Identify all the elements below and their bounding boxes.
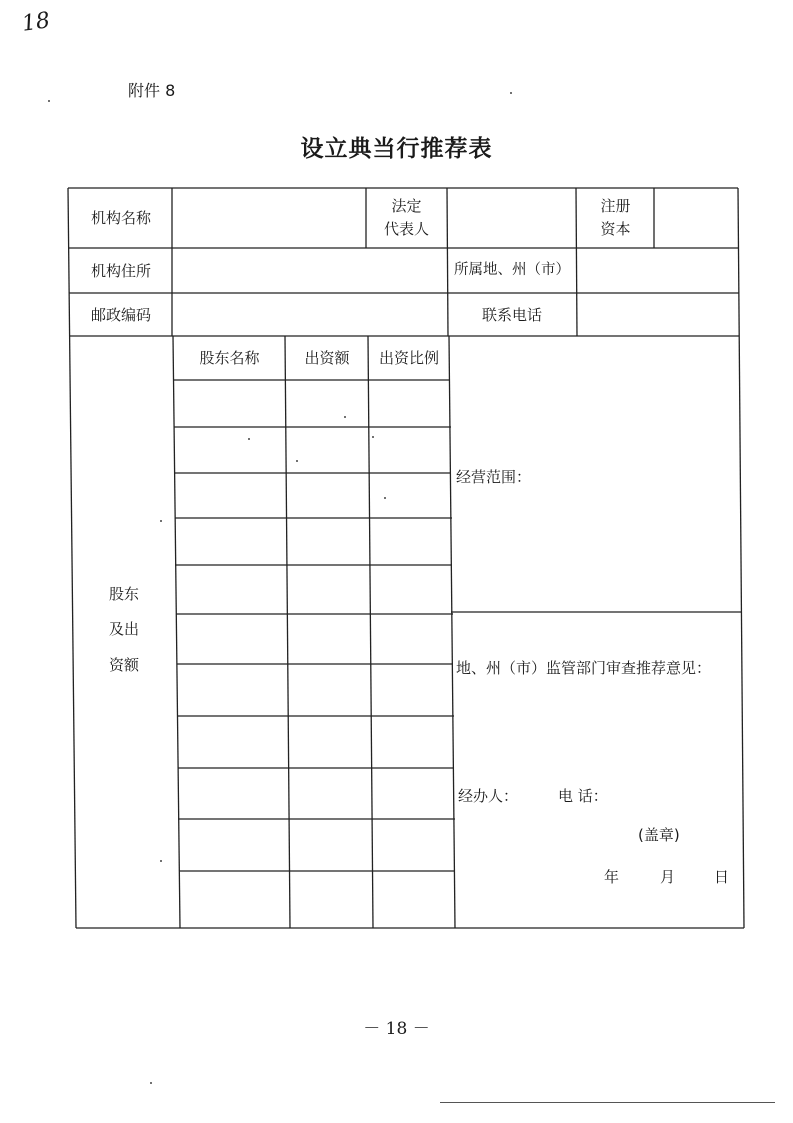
handler-phone-label: 电 话：: [558, 787, 608, 805]
legal-rep-label-line1: 法定: [391, 196, 422, 215]
contribution-amount-header: 出资额: [304, 349, 350, 367]
scan-speck: [248, 438, 250, 440]
scan-speck: [510, 92, 512, 94]
contribution-amount-cell[interactable]: [292, 872, 373, 927]
shareholder-name-cell[interactable]: [175, 381, 285, 426]
legal-representative-field[interactable]: [448, 189, 575, 247]
contribution-ratio-cell[interactable]: [375, 769, 455, 818]
bottom-divider: [440, 1102, 775, 1103]
shareholder-name-cell[interactable]: [181, 872, 291, 927]
attachment-label: 附件 8: [128, 81, 176, 100]
contribution-amount-cell[interactable]: [291, 769, 372, 818]
contribution-ratio-cell[interactable]: [371, 428, 451, 472]
scan-speck: [372, 436, 374, 438]
scan-speck: [296, 460, 298, 462]
contribution-amount-cell[interactable]: [288, 474, 369, 517]
legal-representative-label: [366, 188, 447, 248]
shareholders-label-line3: 资额: [108, 655, 139, 674]
contact-phone-label: 联系电话: [481, 305, 542, 324]
shareholder-name-header: 股东名称: [199, 349, 260, 367]
scan-speck: [160, 860, 162, 862]
supervisor-opinion-label: 地、州（市）监管部门审查推荐意见：: [456, 659, 712, 677]
contribution-ratio-cell[interactable]: [374, 717, 454, 767]
org-name-field[interactable]: [173, 189, 365, 247]
region-field[interactable]: [578, 249, 738, 292]
legal-rep-label-line2: 代表人: [383, 220, 429, 238]
shareholder-name-cell[interactable]: [178, 615, 288, 663]
contribution-ratio-header: 出资比例: [378, 349, 439, 367]
month-label: 月: [660, 868, 676, 886]
contribution-amount-cell[interactable]: [292, 820, 373, 870]
contact-phone-field[interactable]: [578, 294, 738, 335]
day-label: 日: [714, 868, 730, 886]
shareholder-name-cell[interactable]: [177, 519, 287, 564]
contribution-ratio-cell[interactable]: [372, 566, 452, 613]
postal-code-label: 邮政编码: [90, 305, 151, 324]
contribution-amount-cell[interactable]: [289, 566, 370, 613]
handler-label: 经办人：: [458, 787, 519, 805]
contribution-amount-cell[interactable]: [287, 381, 368, 426]
shareholder-name-cell[interactable]: [177, 566, 287, 613]
contribution-amount-cell[interactable]: [290, 665, 371, 715]
scan-speck: [150, 1082, 152, 1084]
contribution-amount-cell[interactable]: [288, 428, 369, 472]
scan-speck: [344, 416, 346, 418]
reg-capital-label-line2: 资本: [600, 220, 631, 238]
handwritten-page-number: 18: [20, 8, 52, 37]
contribution-amount-cell[interactable]: [291, 717, 372, 767]
shareholder-name-cell[interactable]: [179, 717, 289, 767]
contribution-amount-cell[interactable]: [289, 519, 370, 564]
page-title: 设立典当行推荐表: [300, 136, 493, 162]
shareholders-section-label: [72, 560, 176, 700]
page-number: － 18 －: [363, 1019, 430, 1039]
scan-speck: [384, 497, 386, 499]
business-scope-field[interactable]: [452, 338, 738, 610]
shareholders-label-line1: 股东: [108, 585, 139, 604]
business-scope-label: 经营范围：: [456, 468, 532, 486]
year-label: 年: [604, 868, 620, 886]
contribution-ratio-cell[interactable]: [374, 665, 454, 715]
registered-capital-field[interactable]: [655, 189, 737, 247]
shareholder-name-cell[interactable]: [179, 665, 289, 715]
contribution-ratio-cell[interactable]: [370, 381, 450, 426]
org-address-label: 机构住所: [90, 261, 151, 280]
shareholder-name-cell[interactable]: [176, 428, 286, 472]
contribution-ratio-cell[interactable]: [371, 474, 451, 517]
scan-speck: [48, 100, 50, 102]
org-address-field[interactable]: [173, 249, 447, 292]
region-label: 所属地、州（市）: [454, 261, 570, 278]
registered-capital-label: [577, 188, 654, 248]
postal-code-field[interactable]: [173, 294, 447, 335]
shareholders-label-line2: 及出: [108, 620, 139, 639]
contribution-ratio-cell[interactable]: [375, 820, 455, 870]
org-name-label: 机构名称: [90, 209, 151, 227]
contribution-amount-cell[interactable]: [290, 615, 371, 663]
shareholder-name-cell[interactable]: [180, 769, 290, 818]
seal-label: (盖章): [638, 826, 680, 844]
shareholder-name-cell[interactable]: [176, 474, 286, 517]
scan-speck: [160, 520, 162, 522]
shareholder-name-cell[interactable]: [180, 820, 290, 870]
contribution-ratio-cell[interactable]: [373, 615, 453, 663]
contribution-ratio-cell[interactable]: [372, 519, 452, 564]
contribution-ratio-cell[interactable]: [376, 872, 456, 927]
reg-capital-label-line1: 注册: [600, 196, 631, 215]
